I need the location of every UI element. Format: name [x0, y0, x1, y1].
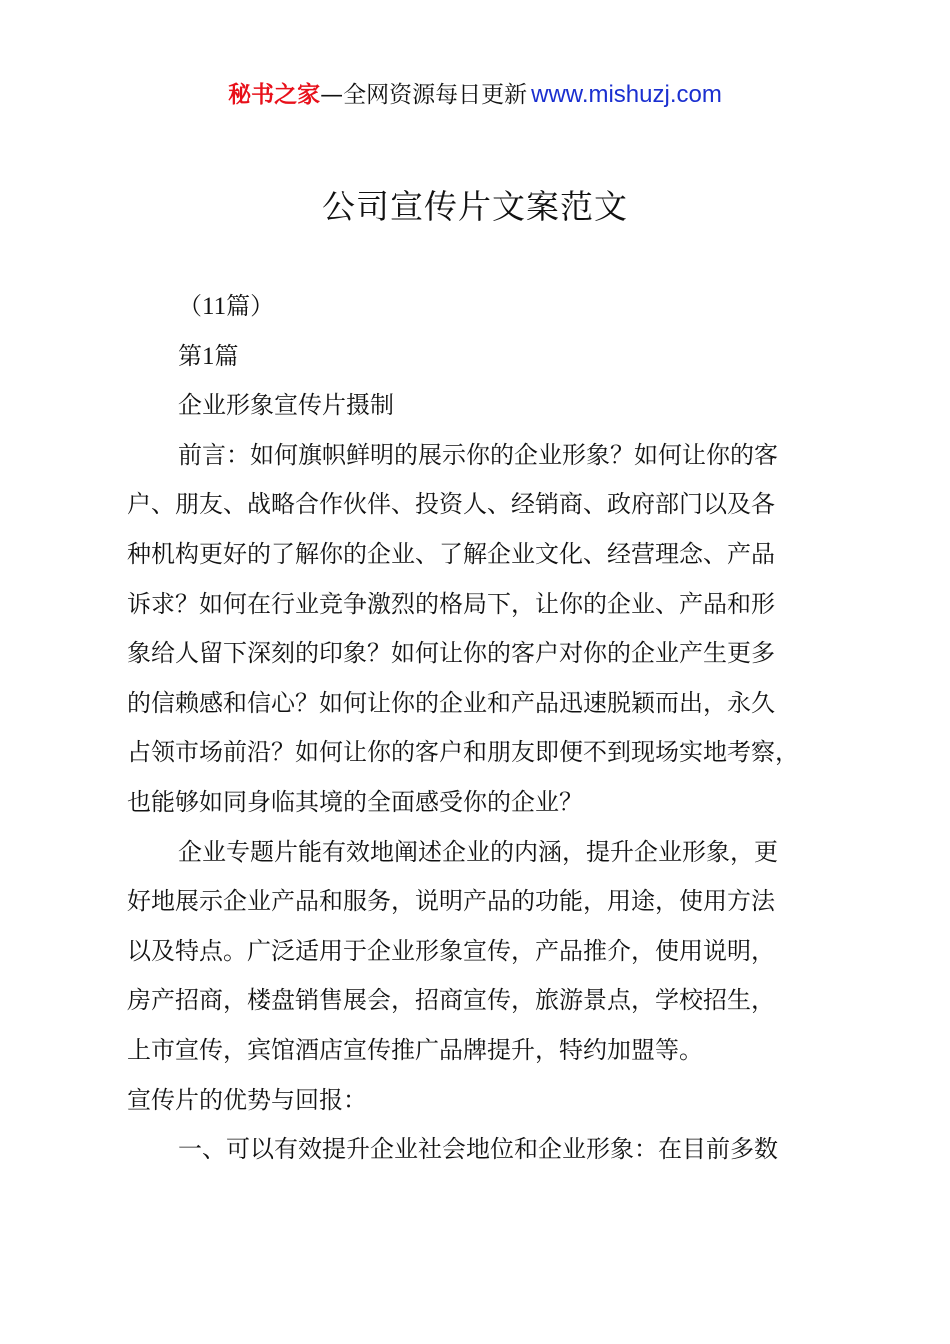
body-line: 诉求？如何在行业竞争激烈的格局下，让你的企业、产品和形 [127, 589, 775, 618]
document-body [127, 282, 843, 1175]
article-count-number: 11 [202, 293, 227, 320]
body-line: 的信赖感和信心？如何让你的企业和产品迅速脱颖而出，永久 [127, 688, 775, 717]
site-tagline: —全网资源每日更新 [320, 82, 528, 108]
site-brand: 秘书之家 [228, 82, 321, 108]
section-heading-prefix: 第 [178, 341, 202, 370]
section-heading-suffix: 篇 [214, 341, 239, 370]
body-line: 上市宣传，宾馆酒店宣传推广品牌提升，特约加盟等。 [127, 1035, 703, 1064]
article-count-open: （ [178, 292, 202, 320]
site-header [0, 78, 950, 112]
body-line: 前言：如何旗帜鲜明的展示你的企业形象？如何让你的客 [178, 440, 778, 469]
body-line: 种机构更好的了解你的企业、了解企业文化、经营理念、产品 [127, 539, 775, 568]
section-heading [127, 332, 843, 382]
section-subtitle: 企业形象宣传片摄制 [178, 391, 394, 420]
site-url-link[interactable]: www.mishuzj.com [531, 81, 722, 108]
section-heading-number: 1 [202, 342, 215, 370]
body-line: 以及特点。广泛适用于企业形象宣传，产品推介，使用说明， [127, 936, 775, 965]
body-line: 一、可以有效提升企业社会地位和企业形象：在目前多数 [178, 1135, 778, 1164]
body-line: 房产招商，楼盘销售展会，招商宣传，旅游景点，学校招生， [127, 986, 775, 1015]
body-line: 户、朋友、战略合作伙伴、投资人、经销商、政府部门以及各 [127, 490, 775, 519]
body-line: 也能够如同身临其境的全面感受你的企业？ [127, 787, 583, 816]
body-line: 象给人留下深刻的印象？如何让你的客户对你的企业产生更多 [127, 639, 775, 668]
body-line: 占领市场前沿？如何让你的客户和朋友即便不到现场实地考察， [127, 738, 799, 767]
article-count [127, 282, 843, 332]
article-count-close: 篇） [226, 292, 275, 320]
body-line: 好地展示企业产品和服务，说明产品的功能，用途，使用方法 [127, 887, 775, 916]
document-title: 公司宣传片文案范文 [322, 187, 628, 226]
body-line: 企业专题片能有效地阐述企业的内涵，提升企业形象，更 [178, 837, 778, 866]
advantages-heading: 宣传片的优势与回报： [127, 1085, 367, 1114]
